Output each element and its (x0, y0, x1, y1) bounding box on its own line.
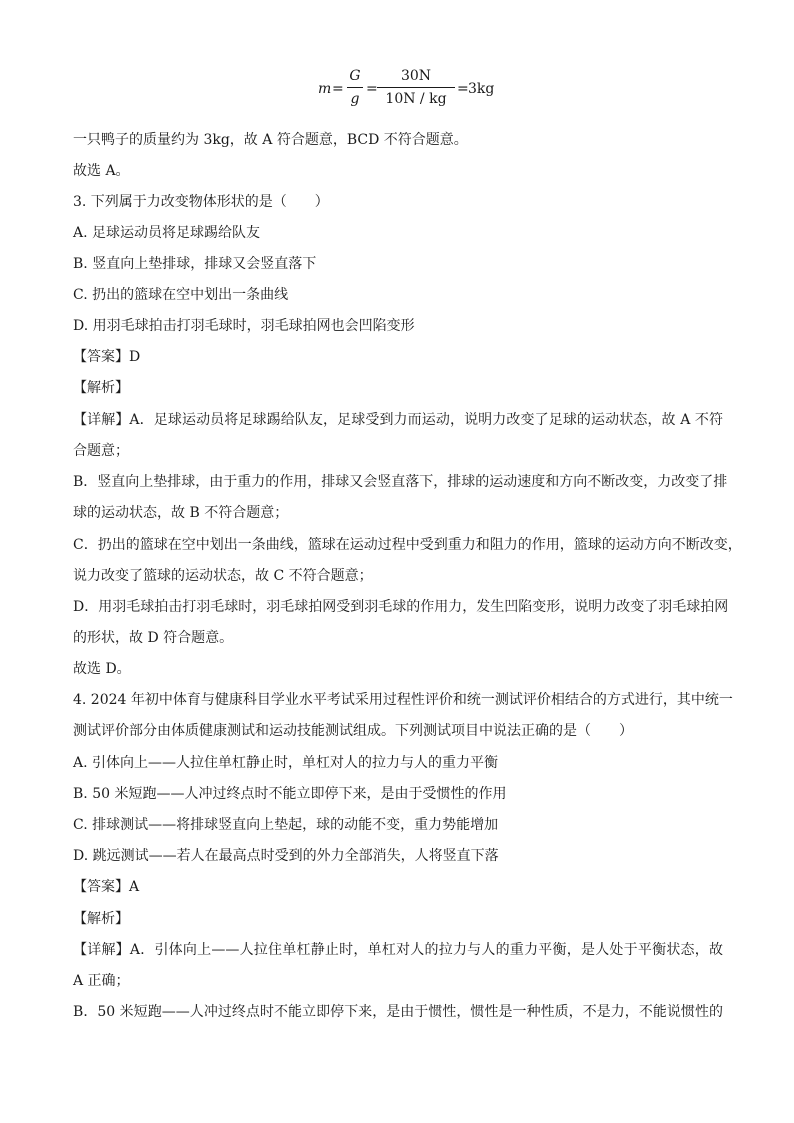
explanation-line: B．50 米短跑——人冲过终点时不能立即停下来，是由于惯性，惯性是一种性质，不是力，不能说惯性的 (73, 1004, 723, 1020)
explanation-line: 球的运动状态，故 B 不符合题意； (73, 505, 289, 521)
formula-fraction-values-numerator: 30N (400, 68, 432, 84)
explanation-line: B．竖直向上垫排球，由于重力的作用，排球又会竖直落下，排球的运动速度和方向不断改变，力改变了排 (73, 474, 728, 490)
question-3-option-a: A. 足球运动员将足球踢给队友 (73, 225, 261, 241)
question-4-option-a: A. 引体向上——人拉住单杠静止时，单杠对人的拉力与人的重力平衡 (73, 755, 499, 771)
explanation-line: C．扔出的篮球在空中划出一条曲线，篮球在运动过程中受到重力和阻力的作用，篮球的运动方向不断改变， (73, 537, 742, 553)
question-4-option-d: D. 跳远测试——若人在最高点时受到的外力全部消失，人将竖直下落 (73, 848, 499, 864)
answer-label: 【答案】A (73, 879, 140, 895)
analysis-label: 【解析】 (73, 911, 129, 927)
question-4-option-c: C. 排球测试——将排球竖直向上垫起，球的动能不变，重力势能增加 (73, 817, 499, 833)
formula-fraction-bar (377, 87, 455, 88)
formula-fraction-bar (347, 87, 363, 88)
formula-equals-3: = (457, 81, 469, 97)
answer-label: 【答案】D (73, 349, 141, 365)
explanation-line: 合题意； (73, 443, 129, 459)
text-line: 故选 D。 (73, 661, 131, 677)
question-4-stem: 测试评价部分由体质健康测试和运动技能测试组成。下列测试项目中说法正确的是（ ） (73, 723, 633, 739)
question-4-option-b: B. 50 米短跑——人冲过终点时不能立即停下来，是由于受惯性的作用 (73, 786, 507, 802)
explanation-line: 说力改变了篮球的运动状态，故 C 不符合题意； (73, 568, 373, 584)
text-line: 故选 A。 (73, 163, 130, 179)
explanation-line: 【详解】A．引体向上——人拉住单杠静止时，单杠对人的拉力与人的重力平衡，是人处于平衡状态，故 (73, 942, 723, 958)
question-3-stem: 3. 下列属于力改变物体形状的是（ ） (73, 194, 329, 210)
formula-equals-1: = (332, 81, 344, 97)
question-3-option-b: B. 竖直向上垫排球，排球又会竖直落下 (73, 256, 317, 272)
explanation-line: D．用羽毛球拍击打羽毛球时，羽毛球拍网受到羽毛球的作用力，发生凹陷变形，说明力改变了羽毛球拍网 (73, 599, 729, 615)
explanation-line: A 正确； (73, 973, 130, 989)
formula-fraction-g (347, 66, 363, 109)
explanation-line: 【详解】A．足球运动员将足球踢给队友，足球受到力而运动，说明力改变了足球的运动状态，故 A 不符 (73, 412, 723, 428)
formula-fraction-g-denominator: g (350, 91, 360, 107)
text-line: 一只鸭子的质量约为 3kg，故 A 符合题意，BCD 不符合题意。 (73, 132, 468, 148)
formula-fraction-g-numerator: G (349, 68, 361, 84)
formula-result: 3kg (468, 81, 495, 97)
formula-mass-symbol: m (318, 81, 332, 97)
question-3-option-c: C. 扔出的篮球在空中划出一条曲线 (73, 287, 289, 303)
formula-equals-2: = (366, 81, 378, 97)
formula-fraction-values-denominator: 10N / kg (385, 91, 447, 107)
explanation-line: 的形状，故 D 符合题意。 (73, 630, 234, 646)
formula-fraction-values (377, 66, 455, 109)
question-4-stem: 4. 2024 年初中体育与健康科目学业水平考试采用过程性评价和统一测试评价相结合的方式进行，其中统一 (73, 692, 733, 708)
analysis-label: 【解析】 (73, 380, 129, 396)
question-3-option-d: D. 用羽毛球拍击打羽毛球时，羽毛球拍网也会凹陷变形 (73, 318, 415, 334)
